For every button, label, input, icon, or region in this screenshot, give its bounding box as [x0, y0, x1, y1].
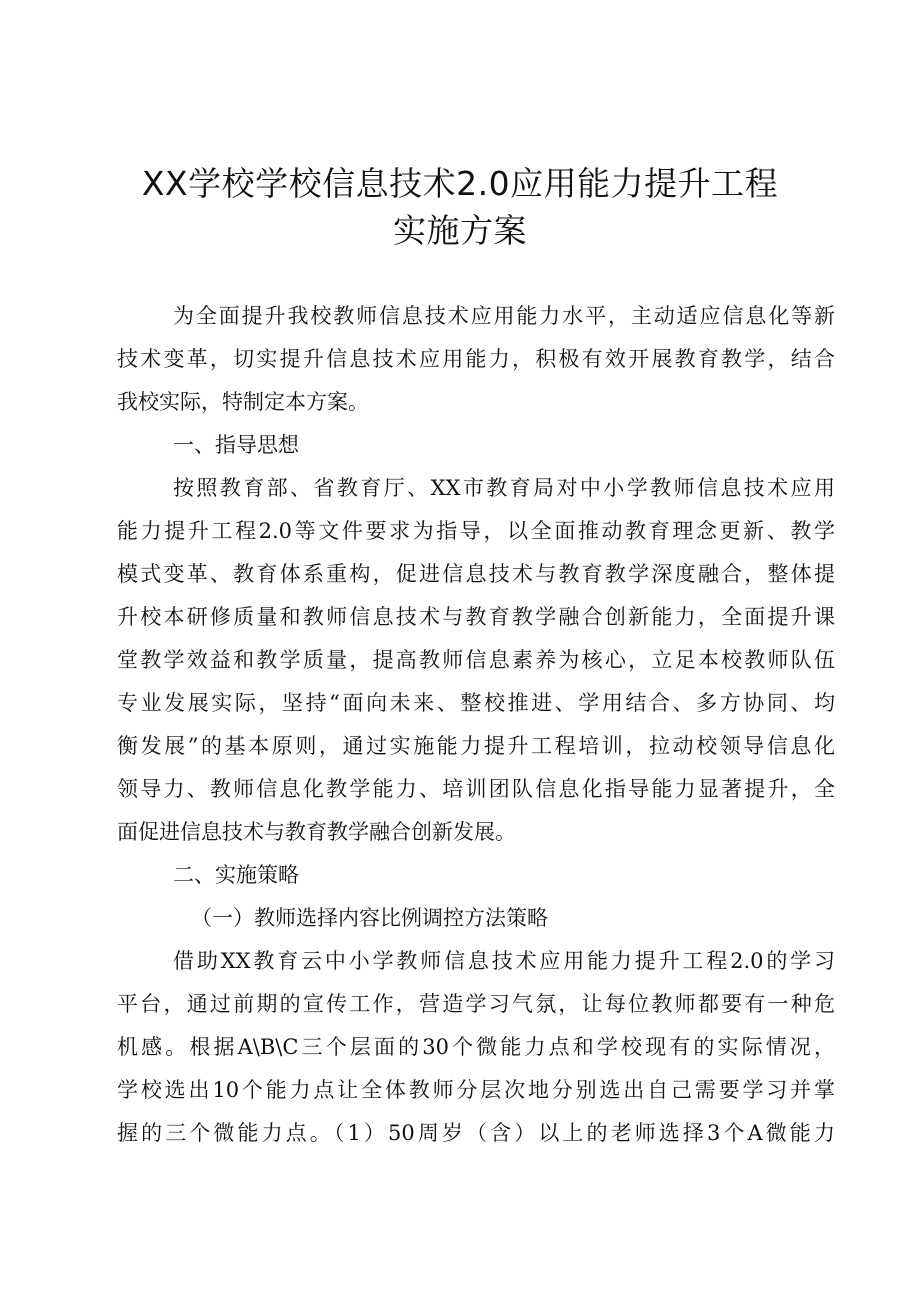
paragraph-line: 借助XX教育云中小学教师信息技术应用能力提升工程2.0的学习	[173, 949, 835, 973]
paragraph-line: 学校选出10个能力点让全体教师分层次地分别选出自己需要学习并掌	[117, 1078, 835, 1102]
paragraph-line: 面促进信息技术与教育教学融合创新发展。	[117, 820, 516, 844]
paragraph-line: 升校本研修质量和教师信息技术与教育教学融合创新能力，全面提升课	[117, 605, 835, 629]
document-title-line-1: XX学校学校信息技术2.0应用能力提升工程	[141, 164, 779, 203]
paragraph-line: 平台，通过前期的宣传工作，营造学习气氛，让每位教师都要有一种危	[117, 992, 835, 1016]
paragraph-line: 堂教学效益和教学质量，提高教师信息素养为核心，立足本校教师队伍	[117, 648, 835, 672]
paragraph-line: 我校实际，特制定本方案。	[117, 390, 369, 414]
paragraph-line: 为全面提升我校教师信息技术应用能力水平，主动适应信息化等新	[173, 304, 835, 328]
paragraph-line: 领导力、教师信息化教学能力、培训团队信息化指导能力显著提升，全	[117, 777, 835, 801]
section-heading: 二、实施策略	[173, 863, 299, 887]
paragraph-line: 衡发展”的基本原则，通过实施能力提升工程培训，拉动校领导信息化	[117, 734, 835, 758]
paragraph-line: 能力提升工程2.0等文件要求为指导，以全面推动教育理念更新、教学	[117, 519, 835, 543]
paragraph-line: 机感。根据A\B\C三个层面的30个微能力点和学校现有的实际情况，	[117, 1035, 835, 1059]
paragraph-line: 专业发展实际，坚持“面向未来、整校推进、学用结合、多方协同、均	[117, 691, 835, 715]
subsection-heading: （一）教师选择内容比例调控方法策略	[191, 906, 548, 930]
paragraph-line: 握的三个微能力点。（1）50周岁（含）以上的老师选择3个A微能力	[117, 1121, 835, 1145]
paragraph-line: 模式变革、教育体系重构，促进信息技术与教育教学深度融合，整体提	[117, 562, 835, 586]
document-title-line-2: 实施方案	[393, 211, 527, 250]
paragraph-line: 技术变革，切实提升信息技术应用能力，积极有效开展教育教学，结合	[117, 347, 835, 371]
paragraph-line: 按照教育部、省教育厅、XX市教育局对中小学教师信息技术应用	[173, 476, 835, 500]
section-heading: 一、指导思想	[173, 433, 299, 457]
